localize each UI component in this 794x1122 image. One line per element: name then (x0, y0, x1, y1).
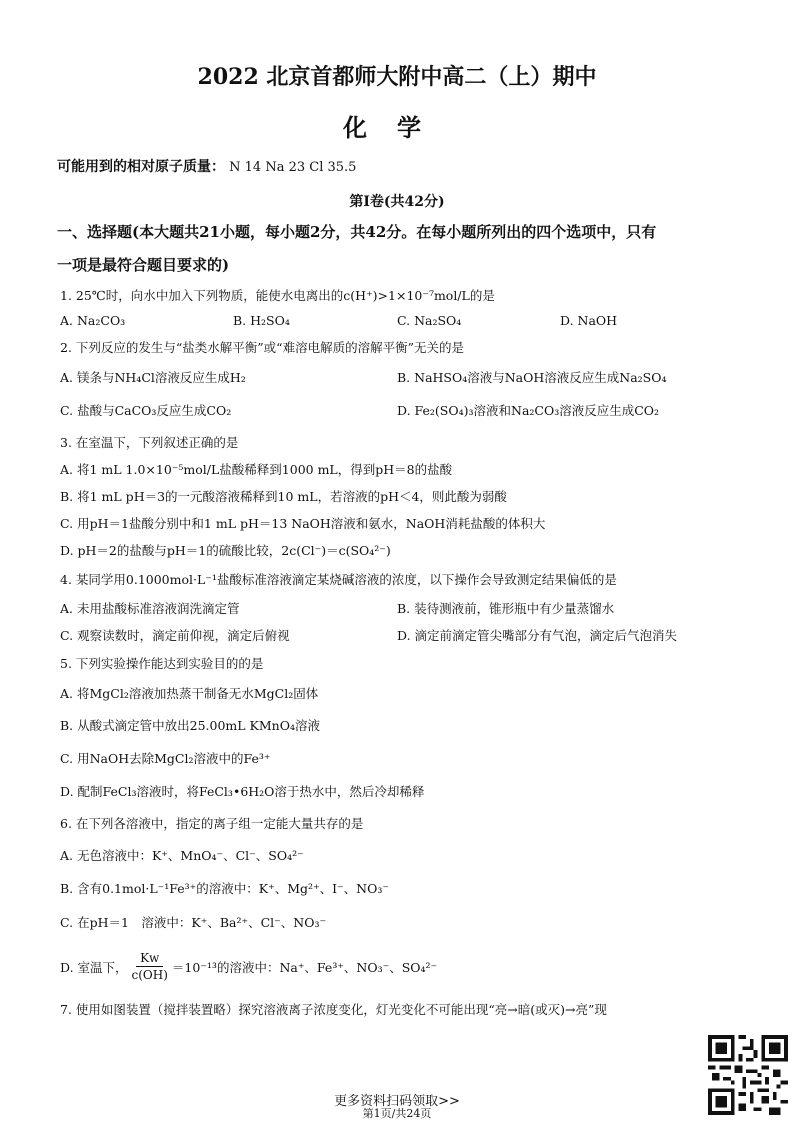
question-7-stem: 7. 使用如图装置（搅拌装置略）探究溶液离子浓度变化，灯光变化不可能出现“亮→暗(或灭)→亮”现 (60, 1002, 607, 1017)
atomic-mass-line (57, 156, 356, 176)
atomic-mass-label: 可能用到的相对原子质量： (57, 159, 225, 175)
footer-page-number: 第1页/共24页 (362, 1107, 432, 1120)
question-4-option-c: C. 观察读数时，滴定前仰视，滴定后俯视 (60, 628, 290, 643)
subject-title: 化学 (343, 113, 451, 142)
question-6-option-c: C. 在pH＝1 溶液中：K⁺、Ba²⁺、Cl⁻、NO₃⁻ (60, 915, 327, 930)
question-5-option-a: A. 将MgCl₂溶液加热蒸干制备无水MgCl₂固体 (60, 686, 319, 701)
fraction-numerator: Kw (136, 950, 163, 967)
question-3-option-c: C. 用pH＝1盐酸分别中和1 mL pH＝13 NaOH溶液和氨水，NaOH消耗盐酸的体积大 (60, 516, 546, 531)
question-2-stem: 2. 下列反应的发生与“盐类水解平衡”或“难溶电解质的溶解平衡”无关的是 (60, 340, 464, 355)
question-6-option-d-suffix: ＝10⁻¹³的溶液中：Na⁺、Fe³⁺、NO₃⁻、SO₄²⁻ (171, 959, 438, 975)
page-title: 2022 北京首都师大附中高二（上）期中 (197, 64, 597, 90)
question-1-option-d: D. NaOH (560, 313, 618, 328)
question-1-option-b: B. H₂SO₄ (233, 313, 290, 328)
question-6-option-d (60, 950, 437, 983)
question-5-option-b: B. 从酸式滴定管中放出25.00mL KMnO₄溶液 (60, 718, 320, 733)
fraction-denominator: c(OH) (131, 968, 168, 982)
question-2-option-b: B. NaHSO₄溶液与NaOH溶液反应生成Na₂SO₄ (397, 370, 667, 385)
question-6-option-b: B. 含有0.1mol·L⁻¹Fe³⁺的溶液中：K⁺、Mg²⁺、I⁻、NO₃⁻ (60, 881, 389, 896)
question-5-option-c: C. 用NaOH去除MgCl₂溶液中的Fe³⁺ (60, 751, 271, 766)
footer-promo-link[interactable]: 更多资料扫码领取>> (334, 1094, 460, 1109)
question-2-option-a: A. 镁条与NH₄Cl溶液反应生成H₂ (60, 370, 246, 385)
section-heading-line1: 一、选择题(本大题共21小题，每小题2分，共42分。在每小题所列出的四个选项中，只有 (57, 223, 657, 241)
question-1-option-a: A. Na₂CO₃ (60, 313, 126, 328)
fraction (132, 950, 168, 983)
question-1-option-c: C. Na₂SO₄ (397, 313, 462, 328)
section-heading-line2: 一项是最符合题目要求的) (57, 256, 230, 274)
question-6-option-d-prefix: D. 室温下， (60, 959, 128, 975)
volume-heading: 第I卷(共42分) (349, 194, 445, 210)
question-3-option-b: B. 将1 mL pH＝3的一元酸溶液稀释到10 mL，若溶液的pH＜4，则此酸为弱酸 (60, 489, 507, 504)
question-4-option-b: B. 装待测液前，锥形瓶中有少量蒸馏水 (397, 601, 615, 616)
question-3-option-a: A. 将1 mL 1.0×10⁻⁵mol/L盐酸稀释到1000 mL，得到pH＝8的盐酸 (60, 462, 453, 477)
question-3-option-d: D. pH＝2的盐酸与pH＝1的硫酸比较，2c(Cl⁻)＝c(SO₄²⁻) (60, 543, 391, 558)
question-6-option-a: A. 无色溶液中：K⁺、MnO₄⁻、Cl⁻、SO₄²⁻ (60, 848, 304, 863)
question-5-stem: 5. 下列实验操作能达到实验目的的是 (60, 656, 264, 671)
question-3-stem: 3. 在室温下，下列叙述正确的是 (60, 435, 239, 450)
question-5-option-d: D. 配制FeCl₃溶液时，将FeCl₃•6H₂O溶于热水中，然后冷却稀释 (60, 784, 425, 799)
question-2-option-d: D. Fe₂(SO₄)₃溶液和Na₂CO₃溶液反应生成CO₂ (397, 403, 660, 418)
question-6-stem: 6. 在下列各溶液中，指定的离子组一定能大量共存的是 (60, 816, 364, 831)
question-1-stem: 1. 25℃时，向水中加入下列物质，能使水电离出的c(H⁺)>1×10⁻⁷mol/L的是 (60, 288, 495, 303)
atomic-mass-values: N 14 Na 23 Cl 35.5 (229, 160, 357, 175)
question-4-option-a: A. 未用盐酸标准溶液润洗滴定管 (60, 601, 240, 616)
question-4-stem: 4. 某同学用0.1000mol·L⁻¹盐酸标准溶液滴定某烧碱溶液的浓度，以下操作会导致测定结果偏低的是 (60, 572, 617, 587)
question-4-option-d: D. 滴定前滴定管尖嘴部分有气泡，滴定后气泡消失 (397, 628, 678, 643)
question-2-option-c: C. 盐酸与CaCO₃反应生成CO₂ (60, 403, 232, 418)
